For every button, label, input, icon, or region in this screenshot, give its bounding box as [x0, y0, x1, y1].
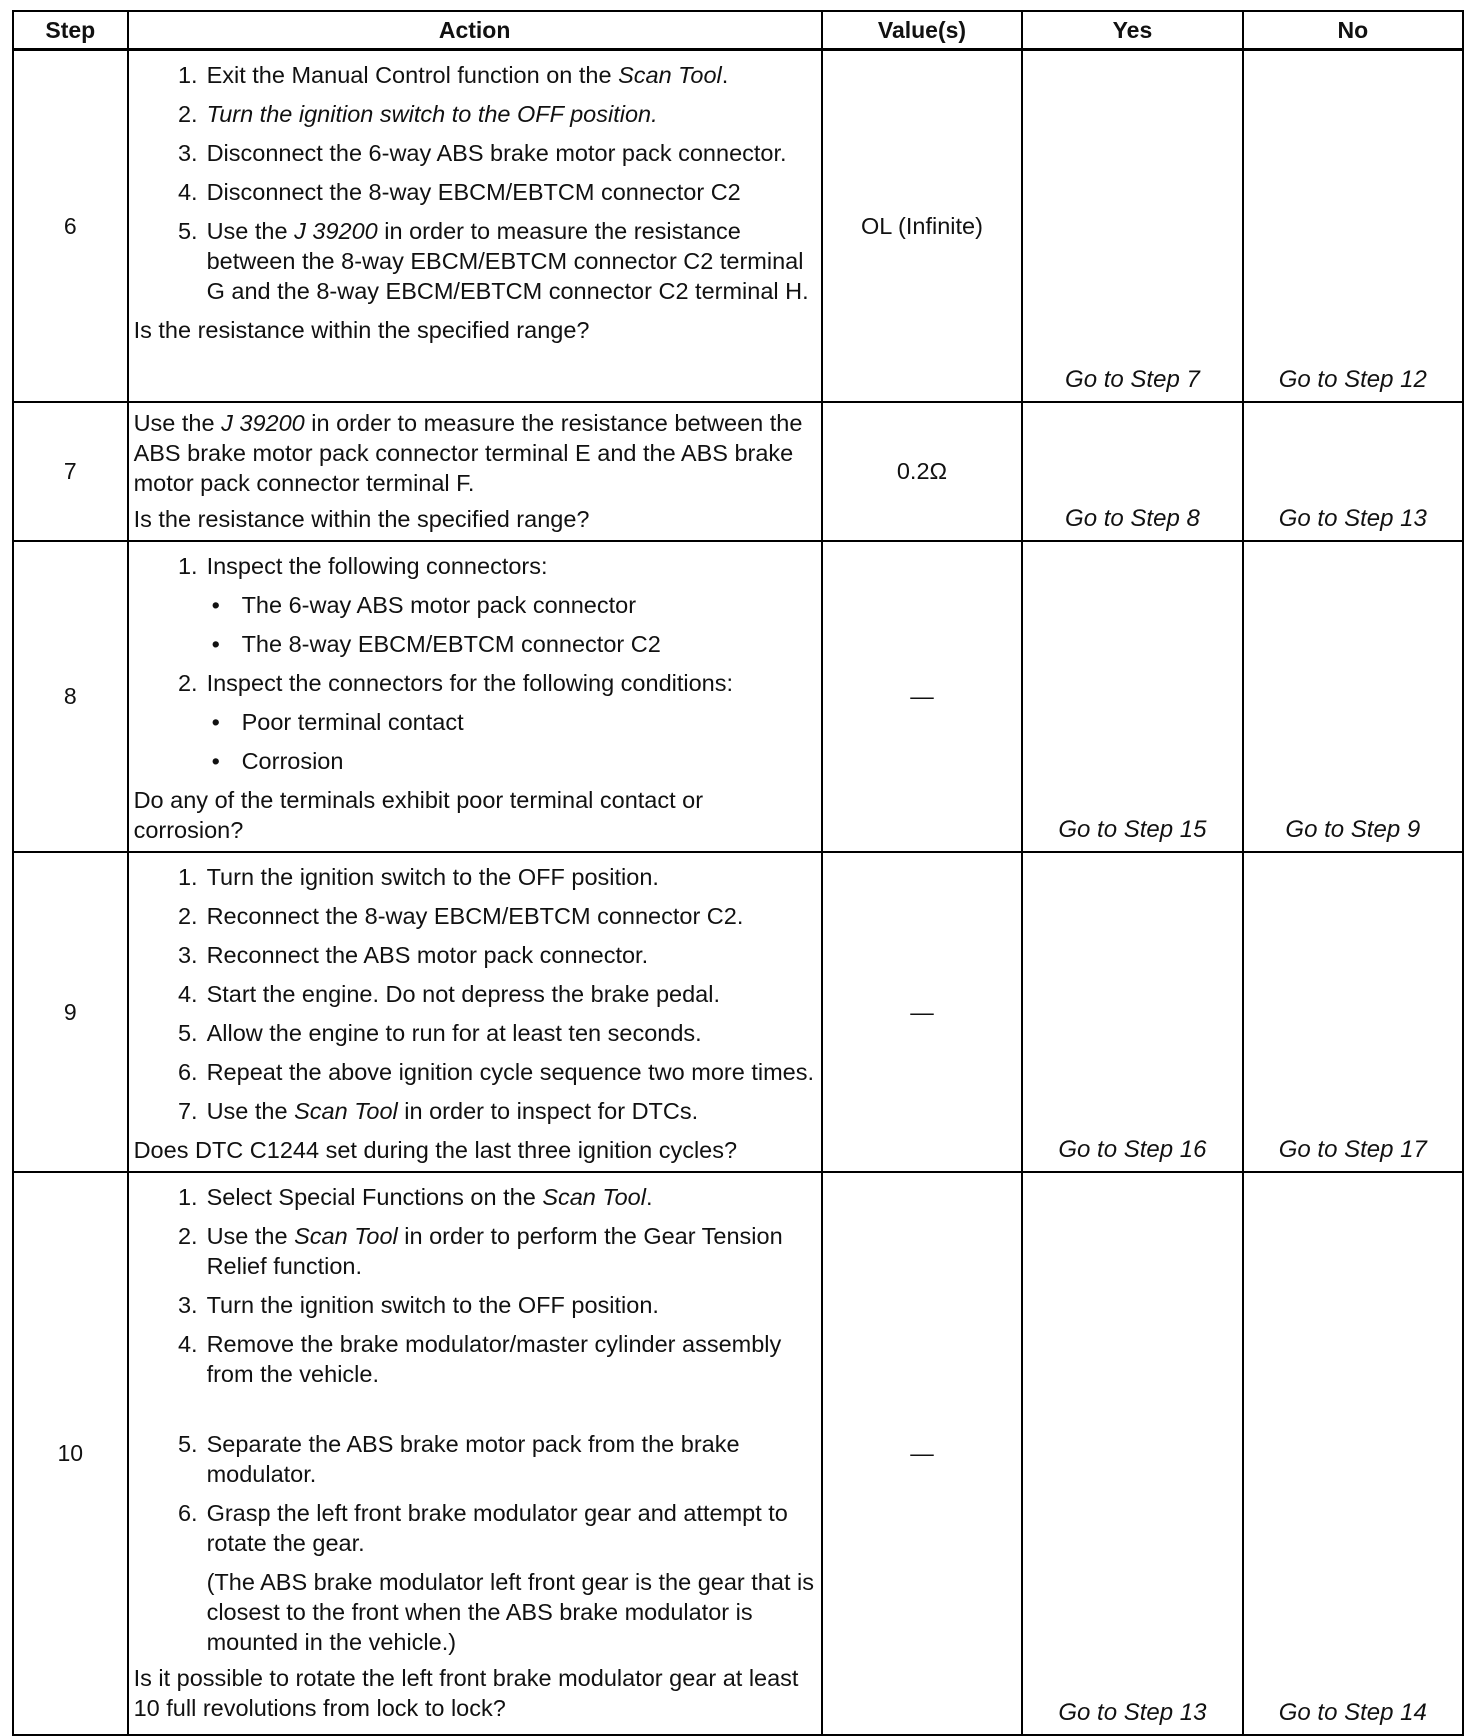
action-cell: [128, 402, 822, 541]
step-number: 8: [13, 541, 128, 852]
list-item: 4. Start the engine. Do not depress the brake pedal.: [177, 980, 720, 1007]
question-text: Is it possible to rotate the left front brake modulator gear at least 10 full revolutions from lock to lock?: [133, 1664, 799, 1721]
list-item: 7. Use the Scan Tool in order to inspect for DTCs.: [177, 1097, 699, 1124]
list-item: 2. Reconnect the 8-way EBCM/EBTCM connector C2.: [177, 902, 744, 929]
action-cell: [128, 852, 822, 1172]
list-item: 3. Turn the ignition switch to the OFF position.: [177, 1291, 659, 1318]
list-item: 4. Remove the brake modulator/master cylinder assembly from the vehicle.: [177, 1330, 782, 1387]
value-cell: OL (Infinite): [822, 50, 1023, 402]
yes-cell: Go to Step 8: [1022, 402, 1242, 541]
list-item: 6. Repeat the above ignition cycle sequence two more times.: [177, 1058, 814, 1085]
list-item: 1. Turn the ignition switch to the OFF position.: [177, 863, 659, 890]
value-cell: 0.2Ω: [822, 402, 1023, 541]
no-cell: Go to Step 12: [1243, 50, 1463, 402]
action-cell: [128, 1172, 822, 1735]
table-row-step-7: [13, 402, 1463, 541]
value-cell: —: [822, 1172, 1023, 1735]
no-cell: Go to Step 17: [1243, 852, 1463, 1172]
yes-cell: Go to Step 7: [1022, 50, 1242, 402]
list-item: 1. Select Special Functions on the Scan Tool.: [177, 1183, 653, 1210]
table-row-step-6: [13, 50, 1463, 402]
bullet-item: • Corrosion: [211, 747, 344, 774]
table-row-step-8: [13, 541, 1463, 852]
step-number: 9: [13, 852, 128, 1172]
question-text: Do any of the terminals exhibit poor terminal contact or corrosion?: [133, 786, 704, 843]
header-yes: Yes: [1022, 11, 1242, 50]
list-item: 5. Separate the ABS brake motor pack from the brake modulator.: [177, 1430, 740, 1487]
bullet-item: • The 6-way ABS motor pack connector: [211, 591, 637, 618]
list-item: 6. Grasp the left front brake modulator gear and attempt to rotate the gear.: [177, 1499, 788, 1556]
bullet-item: • Poor terminal contact: [211, 708, 464, 735]
note-text: (The ABS brake modulator left front gear is the gear that is closest to the front when the ABS brake modulator is mounted in the vehicle.): [206, 1568, 814, 1655]
header-step: Step: [13, 11, 128, 50]
list-item: 2. Inspect the connectors for the following conditions:: [177, 669, 734, 696]
list-item: 2. Use the Scan Tool in order to perform the Gear Tension Relief function.: [177, 1222, 783, 1279]
question-text: Is the resistance within the specified range?: [133, 317, 590, 343]
value-cell: —: [822, 541, 1023, 852]
no-cell: Go to Step 9: [1243, 541, 1463, 852]
list-item: 1. Inspect the following connectors:: [177, 552, 548, 579]
list-item: 5. Use the J 39200 in order to measure the resistance between the 8-way EBCM/EBTCM connector C2 terminal G and the 8-way EBCM/EBTCM connector C2 terminal H.: [177, 218, 809, 304]
table-header-row: [13, 11, 1463, 50]
step-number: 7: [13, 402, 128, 541]
action-cell: [128, 541, 822, 852]
table-row-step-9: [13, 852, 1463, 1172]
no-cell: Go to Step 13: [1243, 402, 1463, 541]
no-cell: Go to Step 14: [1243, 1172, 1463, 1735]
action-text: Use the J 39200 in order to measure the resistance between the ABS brake motor pack connector terminal E and the ABS brake motor pack connector terminal F.: [133, 409, 803, 496]
action-cell: [128, 50, 822, 402]
list-item: 4. Disconnect the 8-way EBCM/EBTCM connector C2: [177, 179, 741, 205]
yes-cell: Go to Step 13: [1022, 1172, 1242, 1735]
yes-cell: Go to Step 15: [1022, 541, 1242, 852]
question-text: Does DTC C1244 set during the last three ignition cycles?: [133, 1136, 738, 1163]
list-item: 3. Disconnect the 6-way ABS brake motor pack connector.: [177, 140, 787, 166]
list-item: 3. Reconnect the ABS motor pack connector.: [177, 941, 649, 968]
list-item: 1. Exit the Manual Control function on the Scan Tool.: [177, 62, 729, 88]
header-action: Action: [128, 11, 822, 50]
step-number: 10: [13, 1172, 128, 1735]
table-row-step-10: [13, 1172, 1463, 1735]
header-no: No: [1243, 11, 1463, 50]
yes-cell: Go to Step 16: [1022, 852, 1242, 1172]
step-number: 6: [13, 50, 128, 402]
list-item: 5. Allow the engine to run for at least ten seconds.: [177, 1019, 702, 1046]
value-cell: —: [822, 852, 1023, 1172]
list-item: 2. Turn the ignition switch to the OFF position.: [177, 101, 658, 127]
diagnostic-table: [12, 10, 1464, 1736]
header-values: Value(s): [822, 11, 1023, 50]
question-text: Is the resistance within the specified range?: [133, 505, 590, 532]
bullet-item: • The 8-way EBCM/EBTCM connector C2: [211, 630, 661, 657]
